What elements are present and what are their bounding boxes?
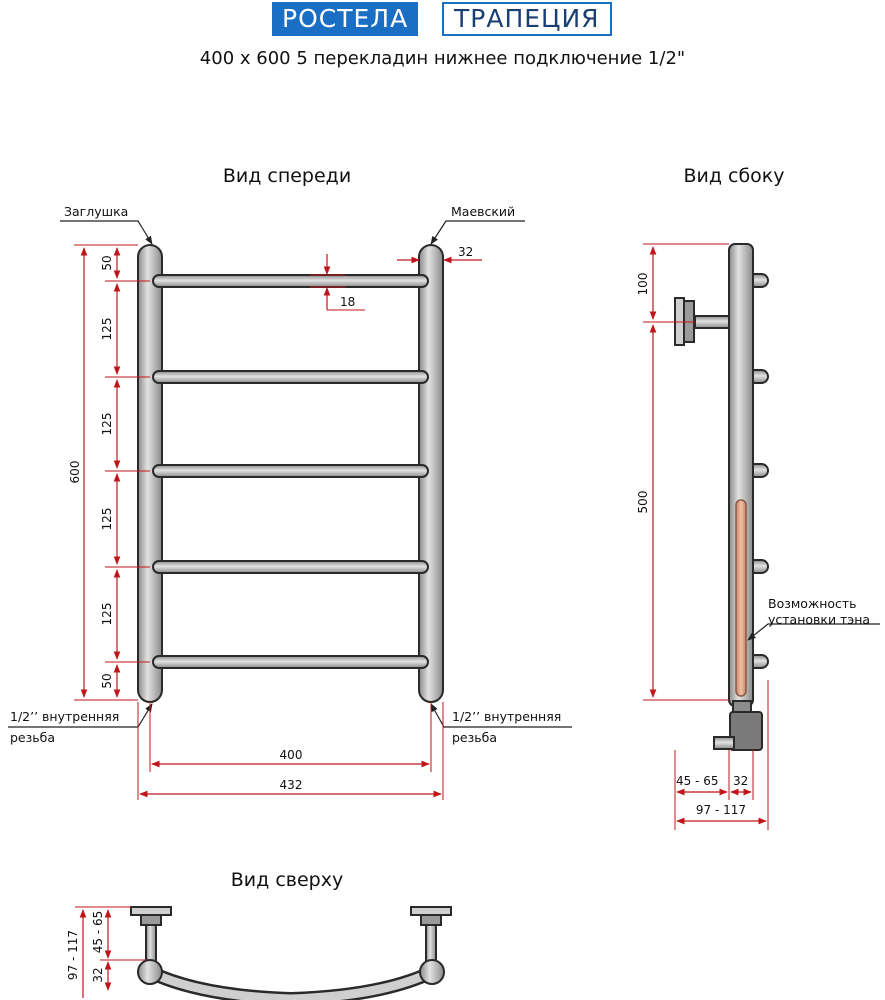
top-wall-plate-left [141, 915, 161, 925]
top-rail-left [138, 960, 162, 984]
top-bracket-rod-right [426, 925, 436, 961]
heater-label-line2: установки тэна [768, 612, 871, 627]
top-wall-flange-left [131, 907, 171, 915]
top-dim-pipe: 32 [91, 967, 105, 983]
dim-step-1: 125 [100, 317, 114, 341]
model-badge: ТРАПЕЦИЯ [442, 2, 612, 36]
dim-bar-dia: 18 [340, 295, 356, 309]
crossbar [153, 371, 428, 383]
valve-leader [431, 221, 525, 244]
crossbar [153, 561, 428, 573]
crossbar [153, 656, 428, 668]
side-dim-offset: 45 - 65 [676, 774, 719, 788]
crossbar [153, 465, 428, 477]
dim-step-3: 125 [100, 507, 114, 531]
dim-center-width: 400 [279, 748, 303, 762]
dim-total-width: 432 [279, 778, 303, 792]
heating-element [736, 500, 746, 696]
front-view-title: Вид спереди [222, 165, 352, 187]
top-view-title: Вид сверху [230, 869, 344, 891]
top-wall-plate-right [421, 915, 441, 925]
side-view-title: Вид сбоку [683, 165, 785, 187]
thread-left-line2: резьба [10, 730, 56, 745]
heater-label-line1: Возможность [768, 596, 857, 611]
thread-right-line1: 1/2’’ внутренняя [452, 709, 562, 724]
top-wall-flange-right [411, 907, 451, 915]
dim-top: 50 [100, 255, 114, 271]
label-valve: Маевский [451, 204, 516, 219]
dim-bottom: 50 [100, 673, 114, 689]
plug-leader [60, 221, 152, 244]
dim-step-4: 125 [100, 602, 114, 626]
top-dim-offset: 45 - 65 [91, 910, 105, 954]
top-view [66, 869, 451, 999]
label-plug: Заглушка [64, 204, 129, 219]
top-dim-depth: 97 - 117 [66, 929, 80, 981]
side-dim-depth: 97 - 117 [695, 803, 747, 817]
side-dim-pipe: 32 [733, 774, 749, 788]
top-bar-fill [150, 972, 432, 999]
thread-right-line2: резьба [452, 730, 498, 745]
side-dim-top: 100 [636, 272, 650, 296]
dim-step-2: 125 [100, 412, 114, 436]
side-dim-main: 500 [636, 490, 650, 514]
product-subtitle: 400 x 600 5 перекладин нижнее подключение 1/2" [199, 48, 686, 69]
connection-outlet [714, 737, 734, 749]
side-view [636, 165, 880, 830]
thread-left-line1: 1/2’’ внутренняя [10, 709, 120, 724]
brand-badge: РОСТЕЛА [272, 2, 418, 36]
dim-total-height: 600 [68, 460, 82, 484]
top-bracket-rod-left [146, 925, 156, 961]
front-view [8, 165, 572, 800]
dim-pipe-dia: 32 [458, 245, 474, 259]
crossbar [153, 275, 428, 287]
top-rail-right [420, 960, 444, 984]
wall-bracket-rod [695, 316, 731, 328]
